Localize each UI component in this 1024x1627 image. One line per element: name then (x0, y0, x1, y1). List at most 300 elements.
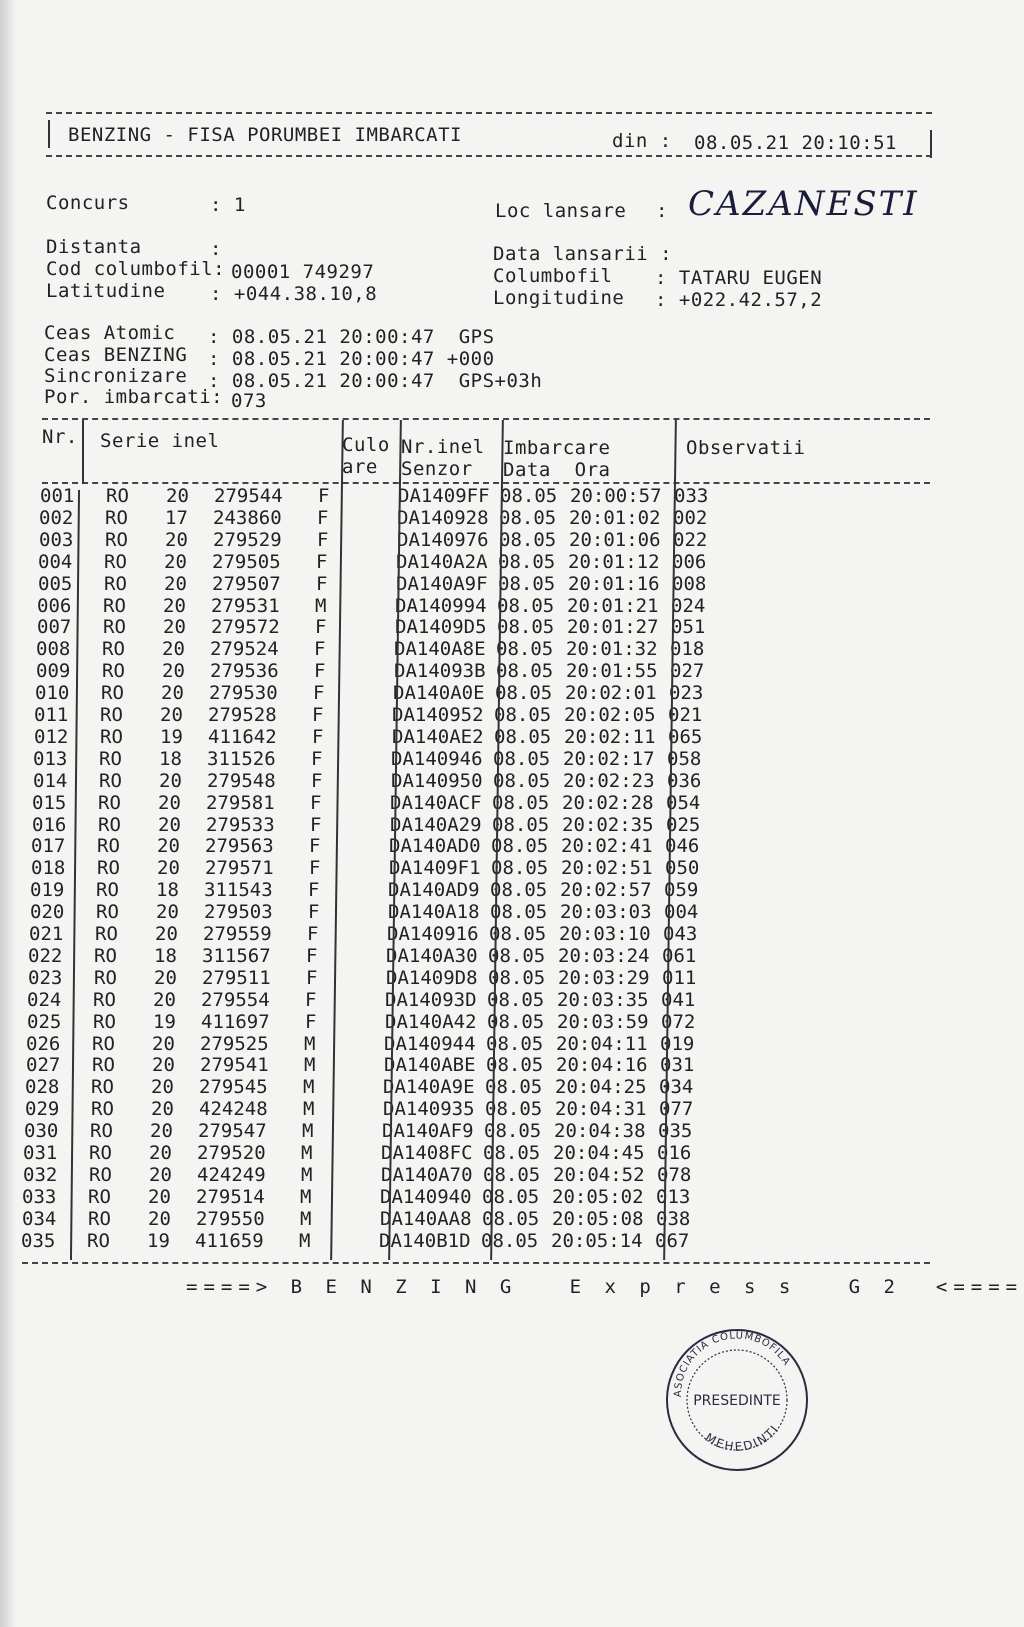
cell-year: 19 (160, 725, 183, 748)
cell-observatii: 019 (660, 1032, 695, 1055)
cell-year: 20 (163, 616, 186, 639)
cell-nr: 028 (25, 1076, 60, 1099)
data-lansarii-label: Data lansarii : (493, 243, 673, 265)
sincronizare-value: : 08.05.21 20:00:47 GPS+03h (208, 370, 543, 392)
cell-nr: 022 (28, 944, 63, 967)
cell-nr: 018 (31, 857, 66, 880)
cell-time: 20:03:29 (558, 966, 650, 989)
cell-country: RO (95, 923, 118, 945)
distanta-label: Distanta (46, 236, 142, 258)
cell-nr: 009 (36, 660, 71, 683)
cell-sensor-ring: DA140AD0 (389, 835, 481, 858)
cell-ring-number: 279520 (197, 1142, 266, 1164)
cell-time: 20:01:27 (567, 616, 659, 639)
cell-observatii: 008 (672, 572, 707, 595)
cell-time: 20:04:11 (556, 1032, 648, 1055)
cell-time: 20:02:23 (563, 769, 655, 792)
col-header-culoare-1: Culo (342, 434, 390, 456)
cell-nr: 007 (37, 616, 72, 639)
cell-year: 20 (157, 857, 180, 880)
cell-time: 20:00:57 (570, 485, 662, 507)
cell-country: RO (96, 879, 119, 902)
table-row (23, 1164, 923, 1186)
cell-year: 20 (164, 572, 187, 595)
table-row (27, 989, 927, 1011)
cell-observatii: 054 (666, 791, 701, 814)
cell-country: RO (104, 572, 127, 595)
cell-country: RO (101, 682, 124, 705)
cell-sex: F (308, 901, 320, 924)
cell-sex: M (301, 1163, 313, 1186)
cell-date: 08.05 (491, 857, 549, 880)
cell-time: 20:02:01 (565, 682, 657, 705)
cell-ring-number: 243860 (213, 506, 282, 529)
cell-country: RO (105, 506, 128, 529)
cell-year: 20 (150, 1120, 173, 1143)
cell-date: 08.05 (498, 550, 556, 573)
cell-time: 20:02:05 (564, 704, 656, 726)
table-row (39, 529, 939, 551)
cell-date: 08.05 (485, 1076, 543, 1099)
cell-date: 08.05 (487, 988, 545, 1011)
cell-sex: M (301, 1142, 313, 1164)
cell-year: 20 (162, 638, 185, 661)
cell-country: RO (89, 1163, 112, 1186)
cell-date: 08.05 (483, 1163, 541, 1186)
cell-date: 08.05 (486, 1032, 544, 1055)
cell-sensor-ring: DA140A9E (383, 1076, 475, 1099)
cell-sensor-ring: DA140A9F (396, 572, 488, 595)
cell-ring-number: 424249 (197, 1163, 266, 1186)
table-row (25, 1076, 925, 1098)
table-top-border (42, 418, 930, 420)
cod-columbofil-label: Cod columbofil: (46, 258, 226, 280)
ceas-benzing-label: Ceas BENZING (44, 344, 188, 366)
cell-observatii: 033 (674, 485, 709, 507)
table-row (38, 551, 938, 573)
col-header-nr-inel-1: Nr.inel (401, 436, 485, 458)
cell-country: RO (87, 1229, 110, 1252)
cell-time: 20:02:41 (561, 835, 653, 858)
cell-country: RO (91, 1076, 114, 1099)
cell-sensor-ring: DA140916 (387, 923, 479, 945)
table-row (26, 1054, 926, 1076)
cell-date: 08.05 (497, 616, 555, 639)
cell-sensor-ring: DA140AA8 (380, 1207, 472, 1230)
cell-observatii: 023 (669, 682, 704, 705)
cell-sex: F (305, 1010, 317, 1033)
cell-time: 20:02:51 (561, 857, 653, 880)
ceas-atomic-label: Ceas Atomic (44, 322, 176, 344)
cell-nr: 031 (23, 1142, 58, 1164)
cell-country: RO (94, 966, 117, 989)
cell-nr: 021 (29, 923, 64, 945)
cell-country: RO (88, 1207, 111, 1230)
cell-country: RO (100, 704, 123, 726)
cell-nr: 034 (22, 1207, 57, 1230)
cell-sex: F (314, 638, 326, 661)
cell-observatii: 034 (659, 1076, 694, 1099)
cell-country: RO (93, 988, 116, 1011)
porumbei-imbarcati-label: Por. imbarcati: (44, 386, 224, 408)
cell-time: 20:03:24 (558, 944, 650, 967)
cell-nr: 026 (26, 1032, 61, 1055)
cell-nr: 017 (31, 835, 66, 858)
cell-nr: 006 (37, 594, 72, 617)
cell-year: 20 (152, 1032, 175, 1055)
cell-country: RO (98, 791, 121, 814)
cell-sensor-ring: DA140A18 (388, 901, 480, 924)
cell-observatii: 046 (665, 835, 700, 858)
cell-ring-number: 279525 (200, 1032, 269, 1055)
cell-nr: 019 (30, 879, 65, 902)
cell-ring-number: 279503 (204, 901, 273, 924)
table-row (37, 595, 937, 617)
cell-ring-number: 279581 (206, 791, 275, 814)
date-label: din : (612, 130, 672, 152)
header-top-border (46, 112, 932, 114)
cell-observatii: 002 (673, 506, 708, 529)
cell-nr: 010 (35, 682, 70, 705)
porumbei-imbarcati-value: 073 (231, 390, 267, 412)
cell-sex: F (305, 988, 317, 1011)
cell-sensor-ring: DA140A0E (393, 682, 485, 705)
cell-year: 20 (160, 704, 183, 726)
cell-year: 20 (155, 923, 178, 945)
cell-ring-number: 279571 (205, 857, 274, 880)
table-row (23, 1142, 923, 1164)
table-row (27, 1011, 927, 1033)
cell-observatii: 078 (657, 1163, 692, 1186)
cell-year: 18 (156, 879, 179, 902)
columbofil-value: : TATARU EUGEN (655, 267, 823, 289)
cell-date: 08.05 (483, 1142, 541, 1164)
cell-country: RO (103, 594, 126, 617)
cell-ring-number: 424248 (199, 1098, 268, 1121)
cell-date: 08.05 (487, 1010, 545, 1033)
cell-country: RO (96, 901, 119, 924)
cell-year: 20 (149, 1163, 172, 1186)
cell-ring-number: 279545 (199, 1076, 268, 1099)
cell-nr: 011 (34, 704, 69, 726)
cell-time: 20:01:12 (568, 550, 660, 573)
cell-date: 08.05 (488, 966, 546, 989)
association-stamp (662, 1325, 812, 1475)
header-right-border (930, 130, 932, 158)
cell-country: RO (100, 725, 123, 748)
cell-sensor-ring: DA140A70 (381, 1163, 473, 1186)
cell-observatii: 016 (657, 1142, 692, 1164)
cell-sex: F (310, 791, 322, 814)
cell-year: 20 (158, 813, 181, 836)
cell-observatii: 061 (662, 944, 697, 967)
cell-sensor-ring: DA1409FF (398, 485, 490, 507)
cell-year: 20 (151, 1098, 174, 1121)
loc-lansare-handwritten: CAZANESTI (688, 184, 919, 224)
longitudine-label: Longitudine (493, 287, 625, 309)
cell-nr: 008 (36, 638, 71, 661)
cell-sensor-ring: DA1408FC (381, 1142, 473, 1164)
cell-date: 08.05 (499, 528, 557, 551)
cell-sex: M (303, 1098, 315, 1121)
cell-sex: F (309, 857, 321, 880)
table-row (35, 682, 935, 704)
cell-ring-number: 279524 (210, 638, 279, 661)
cell-ring-number: 279511 (202, 966, 271, 989)
table-row (38, 573, 938, 595)
cell-sensor-ring: DA140946 (391, 747, 483, 770)
cell-country: RO (99, 769, 122, 792)
cell-sensor-ring: DA14093B (394, 660, 486, 683)
cell-time: 20:04:38 (554, 1120, 646, 1143)
cell-sensor-ring: DA140952 (392, 704, 484, 726)
cell-year: 18 (154, 944, 177, 967)
cell-time: 20:03:10 (559, 923, 651, 945)
cell-ring-number: 279505 (212, 550, 281, 573)
cell-nr: 032 (23, 1163, 58, 1186)
cell-country: RO (88, 1185, 111, 1208)
cell-time: 20:04:45 (553, 1142, 645, 1164)
cell-observatii: 051 (671, 616, 706, 639)
table-row (26, 1033, 926, 1055)
cell-year: 20 (163, 594, 186, 617)
table-row (30, 901, 930, 923)
cell-date: 08.05 (499, 506, 557, 529)
table-row (33, 748, 933, 770)
cell-country: RO (104, 550, 127, 573)
cell-time: 20:01:21 (567, 594, 659, 617)
cell-observatii: 043 (663, 923, 698, 945)
cell-observatii: 036 (667, 769, 702, 792)
cell-sex: M (304, 1032, 316, 1055)
longitudine-value: : +022.42.57,2 (655, 289, 823, 311)
cell-ring-number: 279528 (208, 704, 277, 726)
cell-sex: F (312, 725, 324, 748)
cell-sex: F (309, 835, 321, 858)
cell-ring-number: 279529 (213, 528, 282, 551)
table-bottom-border (22, 1262, 930, 1264)
cell-ring-number: 311543 (204, 879, 273, 902)
cell-sensor-ring: DA140940 (380, 1185, 472, 1208)
cell-sensor-ring: DA140A30 (386, 944, 478, 967)
cell-date: 08.05 (490, 901, 548, 924)
cell-date: 08.05 (489, 923, 547, 945)
cell-nr: 004 (38, 550, 73, 573)
table-row (40, 485, 940, 507)
cell-country: RO (98, 813, 121, 836)
cell-sex: M (302, 1120, 314, 1143)
col-header-nr: Nr. (42, 426, 78, 448)
cell-year: 20 (152, 1054, 175, 1077)
cell-nr: 014 (33, 769, 68, 792)
cell-time: 20:02:17 (563, 747, 655, 770)
cell-country: RO (97, 857, 120, 880)
cell-observatii: 038 (656, 1207, 691, 1230)
cell-observatii: 011 (662, 966, 697, 989)
cell-sensor-ring: DA1409D5 (395, 616, 487, 639)
cell-sensor-ring: DA140ACF (390, 791, 482, 814)
cell-time: 20:02:57 (560, 879, 652, 902)
table-row (28, 967, 928, 989)
page-title: BENZING - FISA PORUMBEI IMBARCATI (68, 124, 462, 146)
cell-year: 20 (153, 988, 176, 1011)
concurs-label: Concurs (46, 192, 130, 214)
cell-time: 20:04:31 (555, 1098, 647, 1121)
cell-country: RO (92, 1054, 115, 1077)
cell-sensor-ring: DA140976 (397, 528, 489, 551)
cell-date: 08.05 (500, 485, 558, 507)
cell-observatii: 004 (664, 901, 699, 924)
cell-ring-number: 279559 (203, 923, 272, 945)
cell-year: 20 (148, 1207, 171, 1230)
cell-sensor-ring: DA14093D (385, 988, 477, 1011)
cell-nr: 020 (30, 901, 65, 924)
cell-year: 19 (153, 1010, 176, 1033)
table-row (31, 835, 931, 857)
cell-observatii: 077 (659, 1098, 694, 1121)
cell-year: 20 (164, 550, 187, 573)
cell-country: RO (97, 835, 120, 858)
cod-columbofil-value: 00001 749297 (231, 261, 375, 283)
cell-country: RO (94, 944, 117, 967)
table-row (22, 1208, 922, 1230)
cell-observatii: 013 (656, 1185, 691, 1208)
col-divider-nr-header (82, 420, 84, 484)
cell-observatii: 041 (661, 988, 696, 1011)
cell-ring-number: 279533 (206, 813, 275, 836)
table-row (39, 507, 939, 529)
cell-time: 20:01:55 (566, 660, 658, 683)
cell-nr: 023 (28, 966, 63, 989)
cell-observatii: 006 (672, 550, 707, 573)
binder-shadow (0, 0, 16, 1627)
cell-sensor-ring: DA140950 (391, 769, 483, 792)
table-row (30, 879, 930, 901)
cell-sensor-ring: DA140935 (383, 1098, 475, 1121)
cell-time: 20:02:11 (564, 725, 656, 748)
cell-observatii: 072 (661, 1010, 696, 1033)
cell-date: 08.05 (492, 813, 550, 836)
cell-sensor-ring: DA140A8E (394, 638, 486, 661)
cell-year: 20 (156, 901, 179, 924)
table-row (21, 1230, 921, 1252)
cell-sex: F (316, 550, 328, 573)
cell-sex: M (303, 1076, 315, 1099)
cell-ring-number: 279530 (209, 682, 278, 705)
cell-sex: F (313, 682, 325, 705)
col-header-imbarcare-1: Imbarcare (503, 437, 611, 459)
cell-year: 20 (159, 769, 182, 792)
cell-country: RO (106, 485, 129, 507)
col-header-observatii: Observatii (686, 437, 806, 459)
cell-nr: 035 (21, 1229, 56, 1252)
cell-observatii: 018 (670, 638, 705, 661)
cell-observatii: 058 (667, 747, 702, 770)
svg-text:MEHEDINTI (703, 1422, 783, 1454)
cell-date: 08.05 (496, 638, 554, 661)
cell-country: RO (105, 528, 128, 551)
cell-ring-number: 279554 (201, 988, 270, 1011)
cell-sensor-ring: DA1409D8 (386, 966, 478, 989)
cell-nr: 025 (27, 1010, 62, 1033)
cell-date: 08.05 (498, 572, 556, 595)
cell-sensor-ring: DA140ABE (384, 1054, 476, 1077)
table-row (36, 638, 936, 660)
cell-year: 20 (149, 1142, 172, 1164)
cell-nr: 029 (25, 1098, 60, 1121)
cell-observatii: 024 (671, 594, 706, 617)
cell-nr: 016 (32, 813, 67, 836)
cell-ring-number: 279531 (211, 594, 280, 617)
cell-year: 19 (147, 1229, 170, 1252)
col-header-serie-inel: Serie inel (100, 430, 220, 452)
cell-date: 08.05 (492, 791, 550, 814)
cell-time: 20:05:02 (552, 1185, 644, 1208)
table-row (34, 726, 934, 748)
cell-sex: F (307, 923, 319, 945)
cell-date: 08.05 (497, 594, 555, 617)
cell-ring-number: 311567 (202, 944, 271, 967)
table-row (32, 814, 932, 836)
cell-time: 20:03:03 (560, 901, 652, 924)
cell-sensor-ring: DA140B1D (379, 1229, 471, 1252)
cell-time: 20:04:25 (555, 1076, 647, 1099)
col-header-culoare-2: are (342, 456, 378, 478)
cell-time: 20:05:14 (551, 1229, 643, 1252)
ceas-benzing-value: : 08.05.21 20:00:47 +000 (208, 348, 495, 370)
cell-sex: F (316, 572, 328, 595)
cell-ring-number: 411642 (208, 725, 277, 748)
cell-observatii: 021 (668, 704, 703, 726)
cell-ring-number: 279536 (210, 660, 279, 683)
cell-date: 08.05 (484, 1120, 542, 1143)
cell-sensor-ring: DA140AD9 (388, 879, 480, 902)
cell-sex: F (315, 616, 327, 639)
cell-date: 08.05 (494, 704, 552, 726)
ceas-atomic-value: : 08.05.21 20:00:47 GPS (208, 326, 495, 348)
loc-lansare-label: Loc lansare (495, 200, 627, 222)
col-header-nr-inel-2: Senzor (401, 458, 473, 480)
table-header-bottom-border (42, 482, 930, 484)
cell-time: 20:03:35 (557, 988, 649, 1011)
cell-nr: 030 (24, 1120, 59, 1143)
cell-sex: F (317, 528, 329, 551)
cell-nr: 015 (32, 791, 67, 814)
cell-date: 08.05 (482, 1185, 540, 1208)
cell-year: 20 (157, 835, 180, 858)
cell-sex: F (312, 704, 324, 726)
cell-sex: F (308, 879, 320, 902)
table-row (31, 857, 931, 879)
cell-sex: M (304, 1054, 316, 1077)
cell-date: 08.05 (493, 769, 551, 792)
cell-ring-number: 279541 (200, 1054, 269, 1077)
cell-date: 08.05 (482, 1207, 540, 1230)
cell-sex: M (300, 1185, 312, 1208)
cell-year: 20 (151, 1076, 174, 1099)
cell-country: RO (99, 747, 122, 770)
cell-year: 20 (161, 682, 184, 705)
sincronizare-label: Sincronizare (44, 365, 188, 387)
cell-time: 20:01:06 (569, 528, 661, 551)
cell-sensor-ring: DA140AF9 (382, 1120, 474, 1143)
cell-ring-number: 311526 (207, 747, 276, 770)
table-row (24, 1120, 924, 1142)
cell-observatii: 067 (655, 1229, 690, 1252)
concurs-value: : 1 (210, 194, 246, 216)
cell-sensor-ring: DA1409F1 (389, 857, 481, 880)
cell-observatii: 050 (665, 857, 700, 880)
